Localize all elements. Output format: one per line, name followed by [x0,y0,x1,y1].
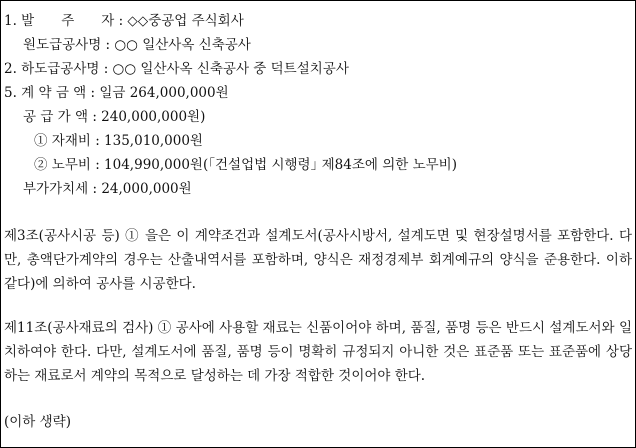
article-11: 제11조(공사재료의 검사) ① 공사에 사용할 재료는 신품이어야 하며, 품질, 품명 등은 반드시 설계도서와 일치하여야 한다. 다만, 설계도서에 품질, 품명 등이 명확히 규정되지 아니한 것은 표준품 또는 표준품에 상당하는 재료로서 계약의 목적으로 달성하는 데 가장 적합한 것이어야 한다. [4,320,632,384]
item-labor-cost: ② 노무비 : 104,990,000원(｢건설업법 시행령｣ 제84조에 의한 노무비) [34,157,457,173]
item-prime-contract-name: 원도급공사명 : ○○ 일산사옥 신축공사 [23,37,251,53]
item-contract-amount: 5. 계 약 금 액 : 일금 264,000,000원 [4,85,229,101]
item-vat: 부가가치세 : 24,000,000원 [23,181,192,197]
article-3: 제3조(공사시공 등) ① 을은 이 계약조건과 설계도서(공사시방서, 설계도면 및 현장설명서를 포함한다. 다만, 총액단가계약의 경우는 산출내역서를 포함하며, 양식은 재정경제부 회계예규의 양식을 준용한다. 이하 같다)에 의하여 공사를 시공한다. [4,228,632,292]
item-ordering-party: 1. 발 주 자 : ◇◇중공업 주식회사 [4,13,244,29]
omitted-note: (이하 생략) [4,414,71,430]
item-supply-value: 공 급 가 액 : 240,000,000원) [23,109,206,125]
item-material-cost: ① 자재비 : 135,010,000원 [34,133,203,149]
item-subcontract-name: 2. 하도급공사명 : ○○ 일산사옥 신축공사 중 덕트설치공사 [4,61,349,77]
